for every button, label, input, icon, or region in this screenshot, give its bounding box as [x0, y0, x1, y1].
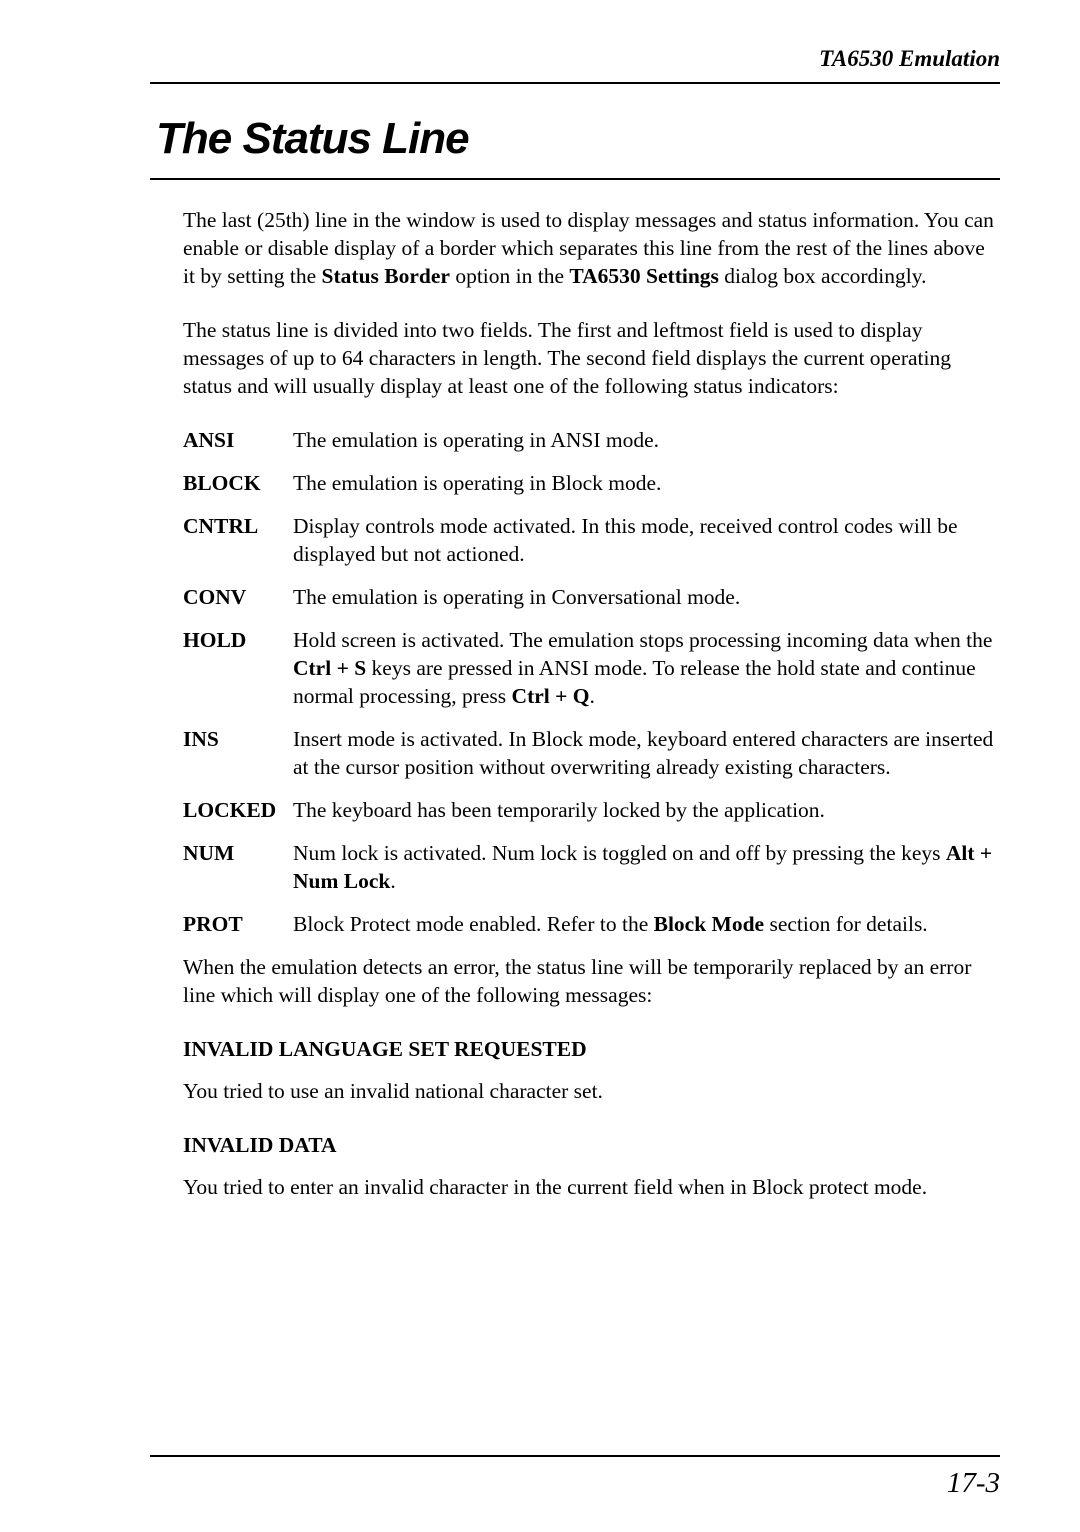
indicator-definition: Insert mode is activated. In Block mode, keyboard entered characters are inserted at the cursor position without overwriting already existing characters.: [293, 727, 994, 779]
status-indicator-row: [183, 725, 1000, 781]
footer-rule: [150, 1455, 1000, 1500]
indicator-definition: The emulation is operating in ANSI mode.: [293, 428, 660, 452]
status-indicator-row: [183, 426, 1000, 454]
title-rule: [150, 178, 1000, 180]
indicator-definition: Num lock is activated. Num lock is toggled on and off by pressing the keys Alt + Num Lock.: [293, 841, 993, 893]
error-heading: INVALID DATA: [183, 1133, 337, 1157]
status-indicator-row: [183, 839, 1000, 895]
indicator-definition: Display controls mode activated. In this mode, received control codes will be displayed but not actioned.: [293, 514, 958, 566]
error-intro-paragraph: When the emulation detects an error, the status line will be temporarily replaced by an error line which will display one of the following messages:: [183, 955, 972, 1007]
indicator-term: PROT: [183, 912, 243, 936]
content-frame: [150, 0, 1000, 1201]
running-title: TA6530 Emulation: [150, 0, 1000, 84]
indicator-term: ANSI: [183, 428, 235, 452]
status-indicator-row: [183, 626, 1000, 710]
indicator-definition: The emulation is operating in Block mode.: [293, 471, 662, 495]
indicator-term: CONV: [183, 585, 247, 609]
page-title: The Status Line: [156, 114, 469, 163]
indicator-term: CNTRL: [183, 514, 259, 538]
indicator-term: LOCKED: [183, 798, 277, 822]
status-indicator-row: [183, 910, 1000, 938]
indicator-definition: The keyboard has been temporarily locked by the application.: [293, 798, 825, 822]
page-number: 17-3: [946, 1467, 1000, 1499]
indicator-term: HOLD: [183, 628, 247, 652]
indicator-definition: Hold screen is activated. The emulation stops processing incoming data when the Ctrl + S keys are pressed in ANSI mode. To release the hold state and continue normal processing, press Ctrl + Q.: [293, 628, 993, 708]
indicator-term: NUM: [183, 841, 235, 865]
intro-paragraph: The last (25th) line in the window is used to display messages and status information. You can enable or disable display of a border which separates this line from the rest of the lines above it by setting the Status Border option in the TA6530 Settings dialog box accordingly.: [183, 208, 994, 288]
body-text: [183, 206, 1000, 1201]
status-indicator-row: [183, 512, 1000, 568]
error-body: You tried to enter an invalid character in the current field when in Block protect mode.: [183, 1175, 928, 1199]
status-indicator-row: [183, 583, 1000, 611]
status-indicator-row: [183, 469, 1000, 497]
error-heading: INVALID LANGUAGE SET REQUESTED: [183, 1037, 587, 1061]
error-body: You tried to use an invalid national character set.: [183, 1079, 603, 1103]
indicator-term: INS: [183, 727, 219, 751]
intro-paragraph: The status line is divided into two fields. The first and leftmost field is used to display messages of up to 64 characters in length. The second field displays the current operating status and will usually display at least one of the following status indicators:: [183, 318, 951, 398]
indicator-definition: Block Protect mode enabled. Refer to the Block Mode section for details.: [293, 912, 928, 936]
indicator-term: BLOCK: [183, 471, 261, 495]
indicator-definition: The emulation is operating in Conversational mode.: [293, 585, 741, 609]
status-indicator-row: [183, 796, 1000, 824]
